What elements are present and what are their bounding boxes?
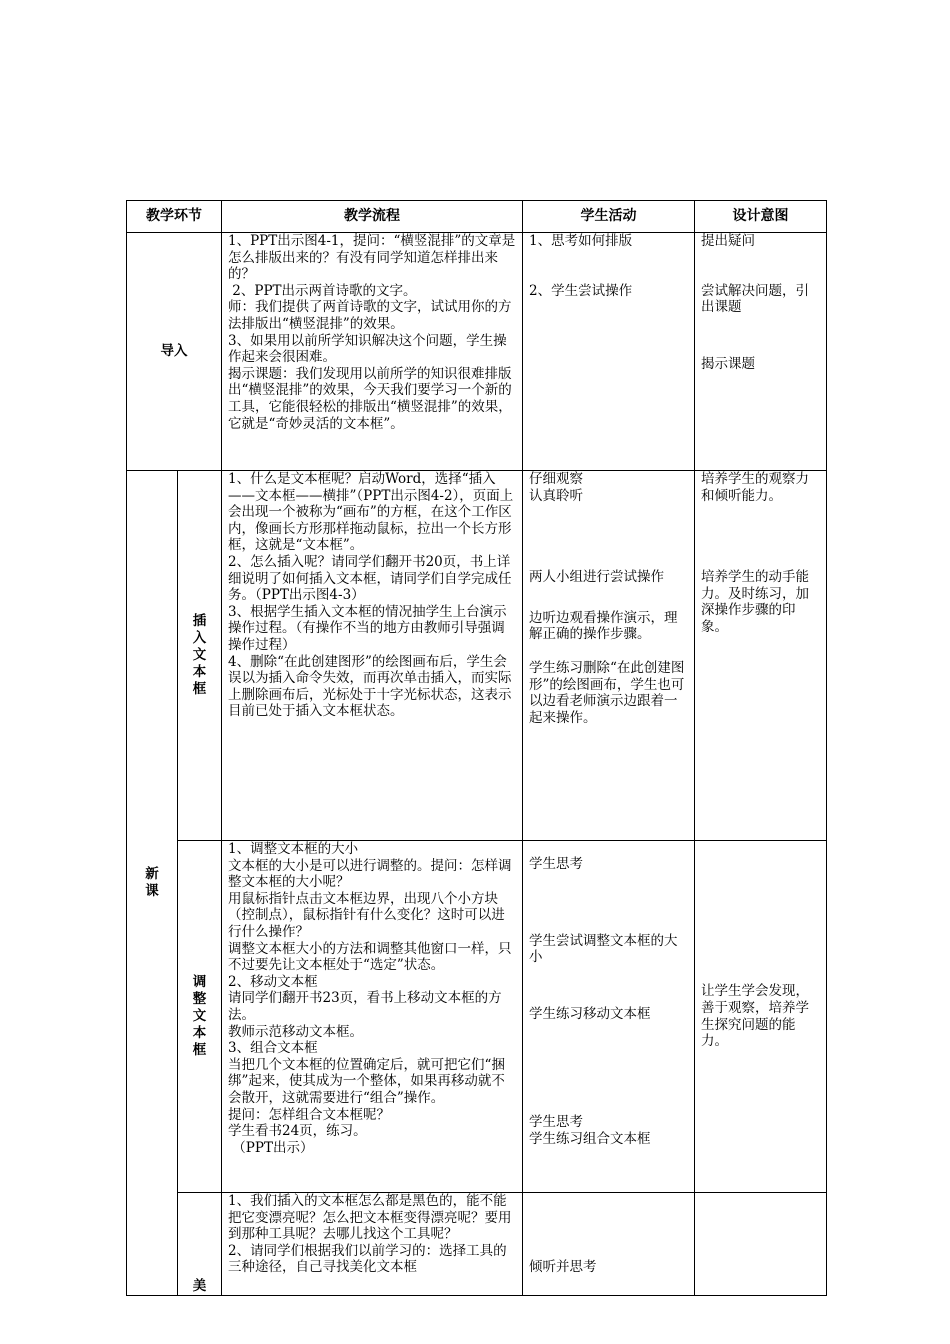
student-cell: [523, 841, 695, 1193]
student-activity: 边听边观看操作演示，理解正确的操作步骤。: [529, 609, 678, 643]
intent-cell: [695, 471, 827, 841]
student-activity: 学生练习移动文本框: [529, 1005, 651, 1022]
flow-cell: [222, 471, 523, 841]
substage-cell: [178, 471, 222, 841]
lesson-plan-table: [126, 200, 827, 1296]
flow-text: 1、什么是文本框呢？启动Word，选择“插入——文本框——横排”（PPT出示图4-2），页面上会出现一个被称为“画布”的方框，在这个工作区内，像画长方形那样拖动鼠标，拉出一个长方形框，这就是“文本框”。 2、怎么插入呢？请同学们翻开书20页，书上详细说明了如何插入文本框，请同学们自学完成任务。（PPT出示图4-3） 3、根据学生插入文本框的情况抽学生上台演示操作过程。（有操作不当的地方由教师引导强调操作过程） 4、删除“在此创建图形”的绘图画布后，学生会误以为插入命令失效，而再次单击插入，而实际上删除画布后，光标处于十字光标状态，这表示目前已处于插入文本框状态。: [228, 471, 514, 720]
student-activity: 学生思考: [529, 856, 583, 872]
intent-cell: [695, 1193, 827, 1296]
stage-label: 新课: [145, 866, 159, 899]
student-cell: [523, 233, 695, 471]
table-row: [127, 471, 827, 841]
flow-cell: [222, 233, 523, 471]
table-row: [127, 841, 827, 1193]
design-intent: 尝试解决问题，引出课题: [701, 282, 809, 316]
student-cell: [523, 1193, 695, 1296]
design-intent: 让学生学会发现，善于观察，培养学生探究问题的能力。: [701, 983, 809, 1050]
substage-label: 插入文本框: [192, 613, 207, 697]
student-activity: 1、思考如何排版: [529, 233, 633, 249]
flow-text: 1、PPT出示图4-1，提问：“横竖混排”的文章是怎么排版出来的？有没有同学知道怎样排出来的？ 2、PPT出示两首诗歌的文字。 师：我们提供了两首诗歌的文字，试试用你的方法排版出“横竖混排”的效果。 3、如果用以前所学知识解决这个问题，学生操作起来会很困难。 揭示课题：我们发现用以前所学的知识很难排版出“横竖混排”的效果，今天我们要学习一个新的工具，它能很轻松的排版出“横竖混排”的效果，它就是“奇妙灵活的文本框”。: [228, 233, 516, 432]
design-intent: 培养学生的观察力和倾听能力。: [701, 471, 809, 504]
student-activity: 学生思考 学生练习组合文本框: [529, 1114, 651, 1147]
intent-cell: [695, 841, 827, 1193]
substage-cell: [178, 841, 222, 1193]
flow-text: 1、调整文本框的大小 文本框的大小是可以进行调整的。提问：怎样调整文本框的大小呢？ 用鼠标指针点击文本框边界，出现八个小方块（控制点），鼠标指针有什么变化？这时可以进行什么操作？ 调整文本框大小的方法和调整其他窗口一样，只不过要先让文本框处于“选定”状态。 2、移动文本框 请同学们翻开书23页，看书上移动文本框的方法。 教师示范移动文本框。 3、组合文本框 当把几个文本框的位置确定后，就可把它们“捆绑”起来，使其成为一个整体，如果再移动就不会散开，这就需要进行“组合”操作。 提问：怎样组合文本框呢？ 学生看书24页，练习。 （PPT出示）: [228, 841, 512, 1156]
substage-label: 美: [192, 1278, 207, 1294]
stage-cell: 导入: [127, 233, 222, 471]
header-stage: 教学环节: [127, 201, 222, 233]
student-activity: 仔细观察 认真聆听: [529, 471, 583, 504]
flow-text: 1、我们插入的文本框怎么都是黑色的，能不能把它变漂亮呢？怎么把文本框变得漂亮呢？要用到那种工具呢？去哪儿找这个工具呢？ 2、请同学们根据我们以前学习的：选择工具的三种途径，自己寻找美化文本框: [228, 1193, 512, 1276]
student-activity: 2、学生尝试操作: [529, 282, 633, 299]
student-activity: 学生练习删除“在此创建图形”的绘图画布，学生也可以边看老师演示边跟着一起来操作。: [529, 659, 685, 726]
student-activity: 两人小组进行尝试操作: [529, 569, 664, 586]
student-activity: 学生尝试调整文本框的大小: [529, 932, 678, 966]
substage-cell: [178, 1193, 222, 1296]
student-activity: 倾听并思考: [529, 1259, 597, 1275]
header-intent: 设计意图: [695, 201, 827, 233]
intent-cell: [695, 233, 827, 471]
design-intent: 培养学生的动手能力。及时练习，加深操作步骤的印象。: [701, 569, 809, 635]
header-row: [127, 201, 827, 233]
student-cell: [523, 471, 695, 841]
table-row: [127, 233, 827, 471]
header-student: 学生活动: [523, 201, 695, 233]
design-intent: 揭示课题: [701, 355, 755, 372]
stage-cell: [127, 471, 178, 1296]
design-intent: 提出疑问: [701, 233, 755, 249]
flow-cell: [222, 841, 523, 1193]
substage-label: 调整文本框: [192, 974, 207, 1058]
table-row: [127, 1193, 827, 1296]
header-flow: 教学流程: [222, 201, 523, 233]
flow-cell: [222, 1193, 523, 1296]
